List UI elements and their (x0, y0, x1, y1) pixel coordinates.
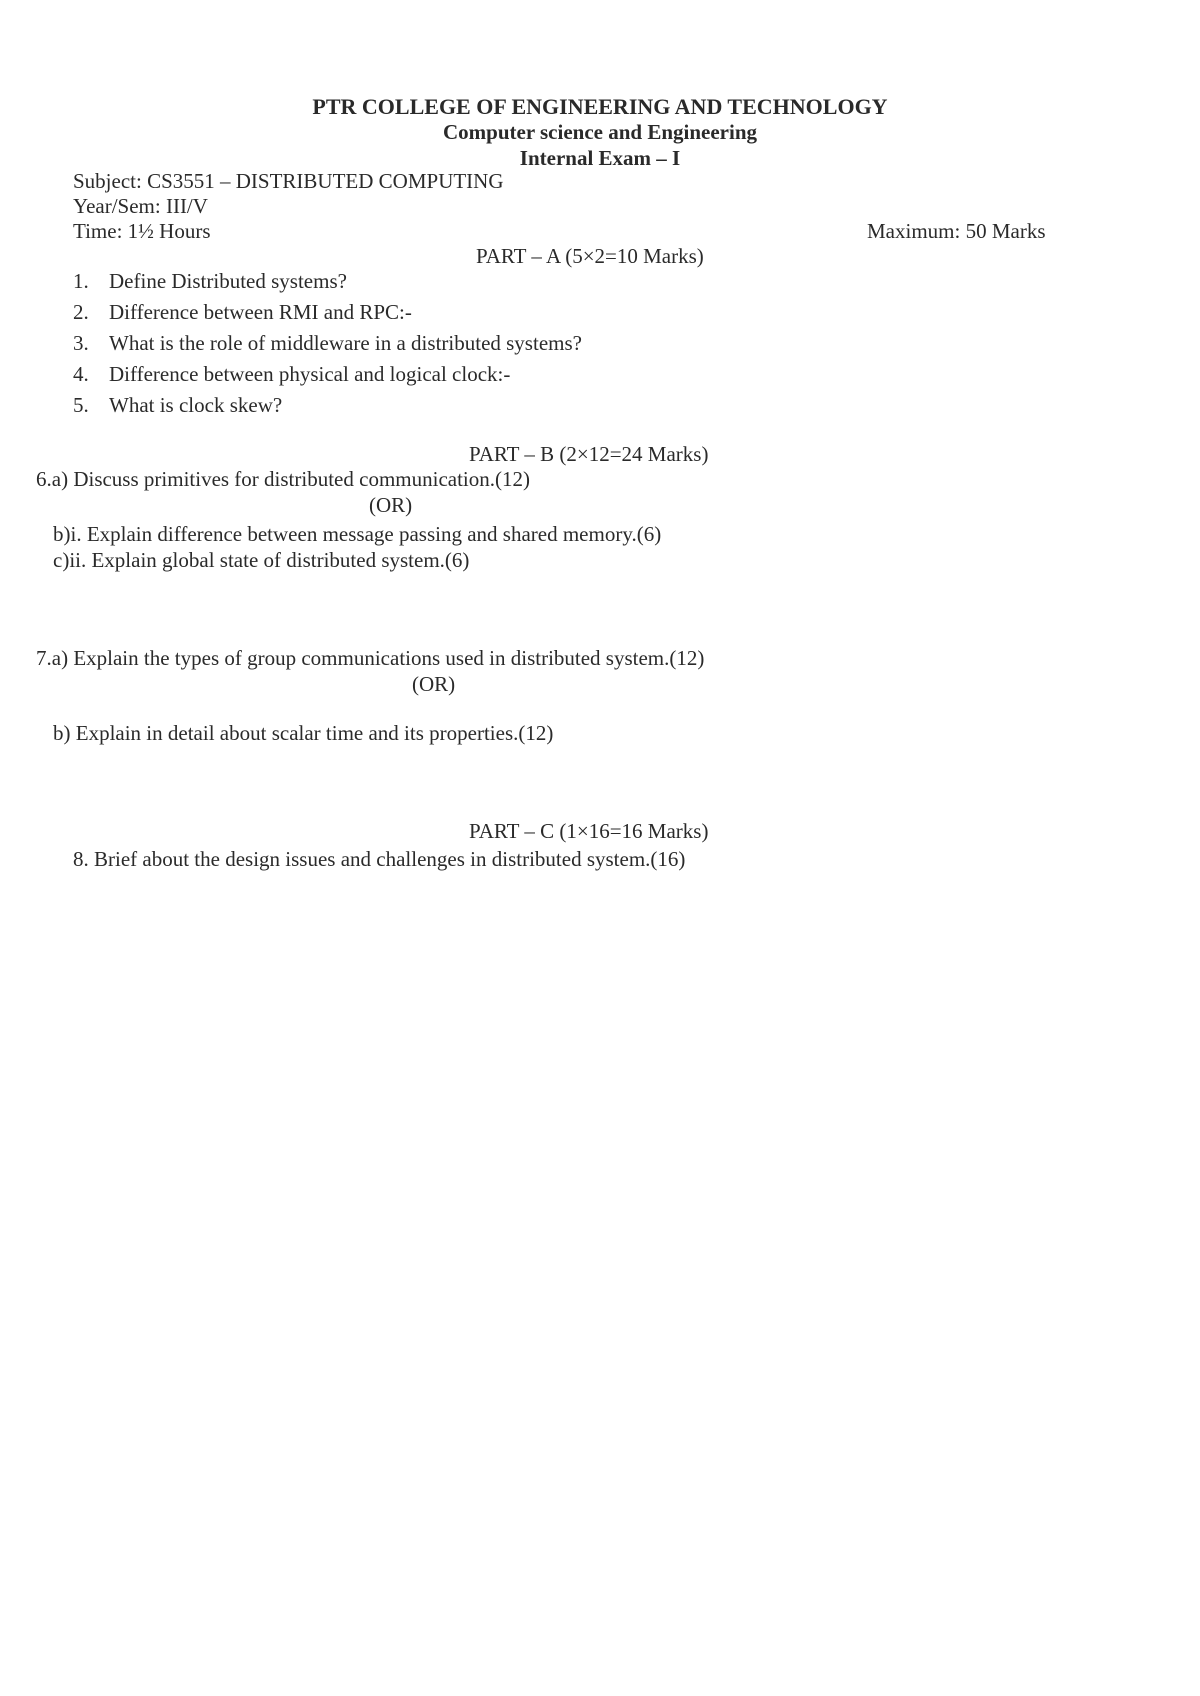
question-3 (73, 333, 582, 354)
question-6b-i: b)i. Explain difference between message passing and shared memory.(6) (53, 522, 662, 546)
question-number: 2. (73, 300, 89, 324)
college-name: PTR COLLEGE OF ENGINEERING AND TECHNOLOGY (312, 94, 888, 119)
question-7b: b) Explain in detail about scalar time and its properties.(12) (53, 721, 554, 745)
question-number: 3. (73, 331, 89, 355)
question-text: Define Distributed systems? (109, 269, 347, 293)
or-divider: (OR) (412, 672, 456, 696)
question-number: 5. (73, 393, 89, 417)
or-divider: (OR) (369, 493, 413, 517)
question-5 (73, 395, 282, 416)
question-number: 4. (73, 362, 89, 386)
time-line: Time: 1½ Hours (73, 219, 211, 243)
question-6a: 6.a) Discuss primitives for distributed communication.(12) (36, 467, 530, 491)
part-b-heading: PART – B (2×12=24 Marks) (469, 442, 709, 466)
question-text: Difference between RMI and RPC:- (109, 300, 412, 324)
question-text: What is clock skew? (109, 393, 283, 417)
question-text: Difference between physical and logical clock:- (109, 362, 511, 386)
exam-title: Internal Exam – I (519, 146, 681, 170)
question-text: What is the role of middleware in a distributed systems? (109, 331, 582, 355)
subject-line: Subject: CS3551 – DISTRIBUTED COMPUTING (73, 169, 504, 193)
year-sem-line: Year/Sem: III/V (73, 194, 208, 218)
maximum-marks: Maximum: 50 Marks (867, 219, 1046, 243)
question-2 (73, 302, 412, 323)
question-4 (73, 364, 510, 385)
part-a-heading: PART – A (5×2=10 Marks) (476, 244, 704, 268)
part-c-heading: PART – C (1×16=16 Marks) (469, 819, 709, 843)
department-name: Computer science and Engineering (442, 120, 758, 144)
question-8: 8. Brief about the design issues and challenges in distributed system.(16) (73, 847, 686, 871)
question-7a: 7.a) Explain the types of group communications used in distributed system.(12) (36, 646, 705, 670)
question-number: 1. (73, 269, 89, 293)
question-1 (73, 271, 347, 292)
question-6c-ii: c)ii. Explain global state of distributed system.(6) (53, 548, 470, 572)
